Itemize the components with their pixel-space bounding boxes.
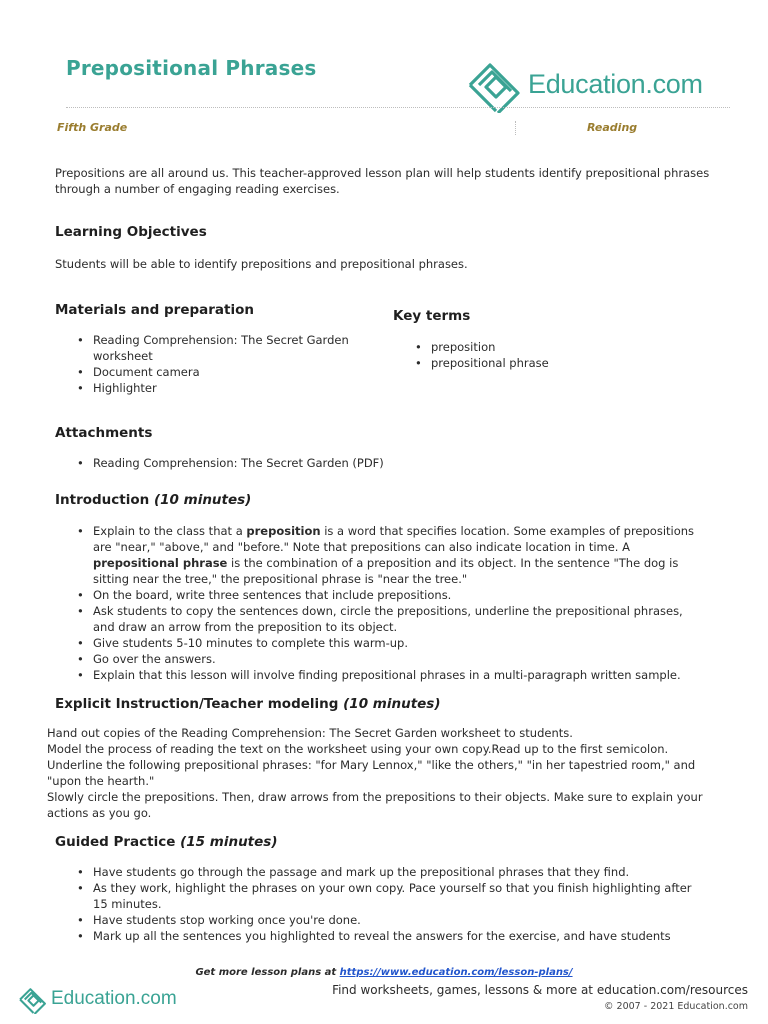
list-item: • On the board, write three sentences that include prepositions. <box>93 587 705 603</box>
meta-separator <box>515 121 516 135</box>
introduction-heading <box>55 492 251 508</box>
guided-duration: (15 minutes) <box>180 834 278 850</box>
list-item: • Go over the answers. <box>93 651 705 667</box>
text-run: is the combination of a preposition and its object. In the sentence "The dog is sitting near the tree," the prepositional phrase is "near the tree." <box>93 556 679 586</box>
bold-term: prepositional phrase <box>93 556 228 570</box>
attachments-heading: Attachments <box>55 425 153 441</box>
explicit-instruction-heading <box>55 696 441 712</box>
learning-objectives-text: Students will be able to identify prepositions and prepositional phrases. <box>55 257 468 271</box>
list-item: • Have students go through the passage and mark up the prepositional phrases that they find. <box>93 864 705 880</box>
paragraph-line: Underline the following prepositional phrases: "for Mary Lennox," "like the others," "in her tapestried room," and "upon the hearth." <box>47 758 696 788</box>
introduction-list <box>93 523 705 683</box>
paragraph-line: Hand out copies of the Reading Comprehension: The Secret Garden worksheet to students. <box>47 726 573 740</box>
intro-paragraph: Prepositions are all around us. This teacher-approved lesson plan will help students identify prepositional phrases through a number of engaging reading exercises. <box>55 166 710 196</box>
list-item: • Mark up all the sentences you highlighted to reveal the answers for the exercise, and have students <box>93 928 705 944</box>
list-item: • Reading Comprehension: The Secret Garden worksheet <box>93 332 368 364</box>
list-item: • Give students 5-10 minutes to complete this warm-up. <box>93 635 705 651</box>
attachment-link[interactable]: • Reading Comprehension: The Secret Garden (PDF) <box>93 455 693 471</box>
materials-heading: Materials and preparation <box>55 302 254 318</box>
education-logo-text: Education.com <box>528 68 703 99</box>
list-item: • Ask students to copy the sentences down, circle the prepositions, underline the prepositional phrases, and draw an arrow from the preposition to its object. <box>93 603 705 635</box>
introduction-heading-text: Introduction <box>55 492 150 508</box>
introduction-duration: (10 minutes) <box>153 492 252 508</box>
footer-cta-text: Get more lesson plans at <box>195 967 340 978</box>
grade-label: Fifth Grade <box>57 121 128 134</box>
list-item: • Explain that this lesson will involve finding prepositional phrases in a multi-paragraph written sample. <box>93 667 705 683</box>
footer-cta <box>0 967 768 978</box>
list-item: • prepositional phrase <box>431 355 711 371</box>
copyright-text: © 2007 - 2021 Education.com <box>604 1001 748 1012</box>
paragraph-line: Slowly circle the prepositions. Then, draw arrows from the prepositions to their objects. Make sure to explain your actions as you go. <box>47 790 703 820</box>
key-terms-heading: Key terms <box>393 308 471 324</box>
list-item <box>93 523 705 587</box>
paragraph-line: Model the process of reading the text on the worksheet using your own copy.Read up to the first semicolon. <box>47 742 669 756</box>
page-title: Prepositional Phrases <box>66 56 317 80</box>
explicit-duration: (10 minutes) <box>343 696 441 712</box>
subject-label: Reading <box>587 121 638 134</box>
list-item: • preposition <box>431 339 711 355</box>
learning-objectives-heading: Learning Objectives <box>55 224 207 240</box>
text-run: is a word that specifies location. Some examples of prepositions are "near," "above," and "before." Note that prepositions can also indicate location in time. A <box>93 524 695 554</box>
education-logo-icon <box>18 984 48 1014</box>
key-terms-list <box>431 339 711 371</box>
list-item: • As they work, highlight the phrases on your own copy. Pace yourself so that you finish highlighting after 15 minutes. <box>93 880 705 912</box>
explicit-instruction-body <box>47 725 715 821</box>
bold-term: preposition <box>246 524 321 538</box>
education-logo[interactable] <box>466 56 703 112</box>
text-run: Explain to the class that a <box>93 524 247 538</box>
list-item: • Highlighter <box>93 380 368 396</box>
attachments-list <box>93 455 693 471</box>
guided-practice-list <box>93 864 705 944</box>
guided-heading-text: Guided Practice <box>55 834 176 850</box>
list-item: • Document camera <box>93 364 368 380</box>
education-logo-icon <box>466 55 524 113</box>
lesson-plans-link[interactable]: https://www.education.com/lesson-plans/ <box>339 967 573 978</box>
list-item: • Have students stop working once you're done. <box>93 912 705 928</box>
header-divider <box>66 107 730 108</box>
explicit-heading-text: Explicit Instruction/Teacher modeling <box>55 696 339 712</box>
footer-logo-text: Education.com <box>51 988 177 1009</box>
guided-practice-heading <box>55 834 278 850</box>
materials-list <box>93 332 368 396</box>
footer-logo[interactable] <box>18 984 177 1014</box>
footer-resources-text: Find worksheets, games, lessons & more at education.com/resources <box>332 983 748 997</box>
